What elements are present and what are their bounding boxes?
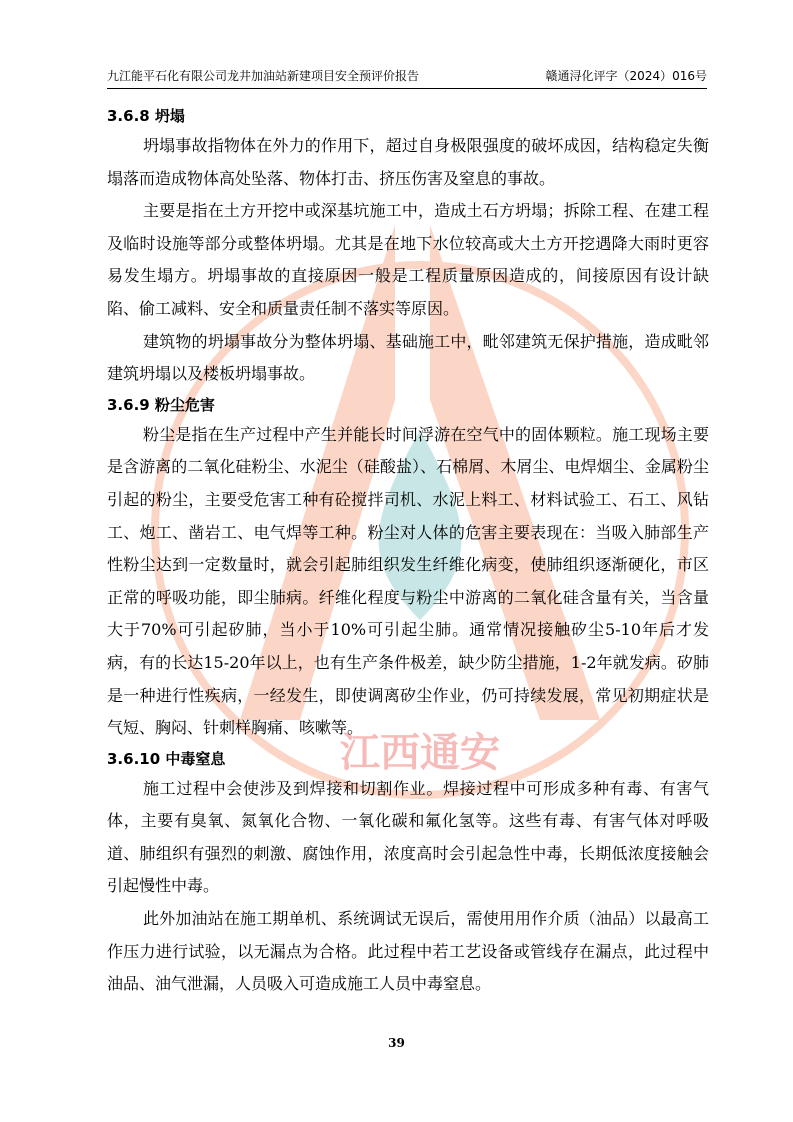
- paragraph: 建筑物的坍塌事故分为整体坍塌、基础施工中，毗邻建筑无保护措施，造成毗邻建筑坍塌以及楼板坍塌事故。: [107, 331, 709, 384]
- paragraph: 粉尘是指在生产过程中产生并能长时间浮游在空气中的固体颗粒。施工现场主要是含游离的二氧化硅粉尘、水泥尘（硅酸盐）、石棉屑、木屑尘、电焊烟尘、金属粉尘引起的粉尘，主要受危害工种有砼搅拌司机、水泥上料工、材料试验工、石工、风钻工、炮工、凿岩工、电气焊等工种。粉尘对人体的危害主要表现在：当吸入肺部生产性粉尘达到一定数量时，就会引起肺组织发生纤维化病变，使肺组织逐渐硬化，市区正常的呼吸功能，即尘肺病。纤维化程度与粉尘中游离的二氧化硅含量有关，当含量大于70%可引起矽肺，当小于10%可引起尘肺。通常情况接触矽尘5-10年后才发病，有的长达15-20年以上，也有生产条件极差，缺少防尘措施，1-2年就发病。矽肺是一种进行性疾病，一经发生，即使调离矽尘作业，仍可持续发展，常见初期症状是气短、胸闷、针刺样胸痛、咳嗽等。: [107, 424, 709, 738]
- document-body: [107, 102, 709, 1001]
- watermark-text: 江西通安: [340, 730, 500, 776]
- section-heading-dust: 3.6.9 粉尘危害: [107, 395, 215, 414]
- section-heading-poisoning: 3.6.10 中毒窒息: [107, 749, 226, 768]
- report-title: 九江能平石化有限公司龙井加油站新建项目安全预评价报告: [107, 69, 420, 83]
- section-heading-collapse: 3.6.8 坍塌: [107, 107, 185, 125]
- paragraph: 坍塌事故指物体在外力的作用下，超过自身极限强度的破坏成因，结构稳定失衡塌落而造成物体高处坠落、物体打击、挤压伤害及窒息的事故。: [107, 136, 709, 188]
- paragraph: 主要是指在土方开挖中或深基坑施工中，造成土石方坍塌；拆除工程、在建工程及临时设施等部分或整体坍塌。尤其是在地下水位较高或大土方开挖遇降大雨时更容易发生塌方。坍塌事故的直接原因一般是工程质量原因造成的，间接原因有设计缺陷、偷工减料、安全和质量责任制不落实等原因。: [107, 201, 709, 318]
- paragraph: 施工过程中会使涉及到焊接和切割作业。焊接过程中可形成多种有毒、有害气体，主要有臭氧、氮氧化合物、一氧化碳和氟化氢等。这些有毒、有害气体对呼吸道、肺组织有强烈的刺激、腐蚀作用，浓度高时会引起急性中毒，长期低浓度接触会引起慢性中毒。: [107, 778, 709, 896]
- paragraph: 此外加油站在施工期单机、系统调试无误后，需使用用作介质（油品）以最高工作压力进行试验，以无漏点为合格。此过程中若工艺设备或管线存在漏点，此过程中油品、油气泄漏，人员吸入可造成施工人员中毒窒息。: [107, 909, 709, 994]
- page-header: [107, 66, 707, 89]
- page-number: 39: [388, 1036, 405, 1050]
- report-number: 赣通浔化评字（2024）016号: [545, 69, 707, 83]
